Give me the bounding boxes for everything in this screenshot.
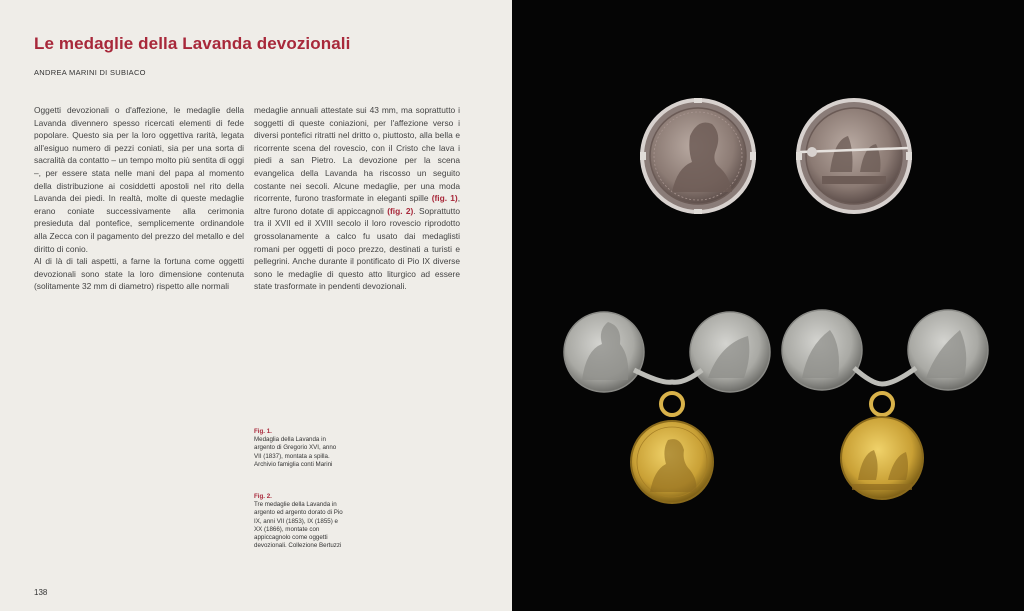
body-column-2 <box>254 104 460 293</box>
caption-fig-2-label: Fig. 2. <box>254 493 272 500</box>
caption-fig-2-text: Tre medaglie della Lavanda in argento ed argento dorato di Pio IX, anni VII (1853), IX (1855) e XX (1866), montate con appiccagnolo come oggetti devozionali. Collezione Bertuzzi <box>254 501 343 550</box>
medal-photographs <box>512 0 1024 611</box>
paragraph-3 <box>254 104 460 293</box>
paragraph-3-part-3: . Soprattutto tra il XVII ed il XVIII secolo il loro rovescio riprodotto grossolanamente a calco fu usato dai medaglisti romani per oggetti di poco prezzo, destinati a turisti e pellegrini. Anche durante il pontificato di Pio IX diverse sono le medaglie di questo atto liturgico ad essere state trasformate in pendenti devozionali. <box>254 205 460 292</box>
medal-fig1-reverse <box>796 100 912 212</box>
caption-fig-2 <box>254 493 344 550</box>
paragraph-3-part-2: , altre furono dotate di appiccagnoli <box>254 193 461 216</box>
paragraph-2: Al di là di tali aspetti, a farne la fortuna come oggetti devozionali sono state la loro dimensione contenuta (solitamente 32 mm di diametro) rispetto alle normali <box>34 256 244 292</box>
caption-fig-1-text: Medaglia della Lavanda in argento di Gregorio XVI, anno VII (1837), montata a spilla. Archivio famiglia conti Marini <box>254 436 337 468</box>
medal-fig2-left-pendant <box>564 312 770 503</box>
article-title: Le medaglie della Lavanda devozionali <box>34 34 351 53</box>
paragraph-1: Oggetti devozionali o d'affezione, le medaglie della Lavanda divennero spesso ricercati elementi di fede popolare. Questo sia per la loro oggettiva rarità, legata all'esiguo numero di pezzi coniati, sia per una sorta di sacralità da contatto – un tempo molto più sentita di oggi –, per essere stata nelle mani del papa al momento della distribuzione ai cosiddetti apostoli nel rito della Lavanda dei piedi. In realtà, molte di queste medaglie erano coniate successivamente alla cerimonia presieduta dal pontefice, semplicemente ordinandole alla Zecca con il pagamento del prezzo del metallo e del diritto di conio. <box>34 105 244 254</box>
paragraph-3-part-1: medaglie annuali attestate sui 43 mm, ma soprattutto i soggetti di queste coniazioni, per l'affezione verso i diversi pontefici ritratti nel dritto o, piuttosto, alla bella e ricorrente scena del rovescio, con il Cristo che lava i piedi a san Pietro. La devozione per la scena evangelica della Lavanda ha riscosso un seguito costante nei secoli. Alcune medaglie, per una moda ricorrente, furono trasformate in eleganti spille <box>254 105 460 204</box>
article-author: ANDREA MARINI DI SUBIACO <box>34 68 146 77</box>
caption-fig-1 <box>254 428 344 469</box>
figure-ref-2: (fig. 2) <box>387 205 414 216</box>
right-page <box>512 0 1024 611</box>
body-column-1 <box>34 104 244 293</box>
medal-fig2-right-pendant <box>782 310 988 499</box>
caption-fig-1-label: Fig. 1. <box>254 428 272 435</box>
page-number: 138 <box>34 588 48 597</box>
figure-ref-1: (fig. 1) <box>431 193 458 204</box>
medal-fig1-obverse <box>640 98 756 214</box>
